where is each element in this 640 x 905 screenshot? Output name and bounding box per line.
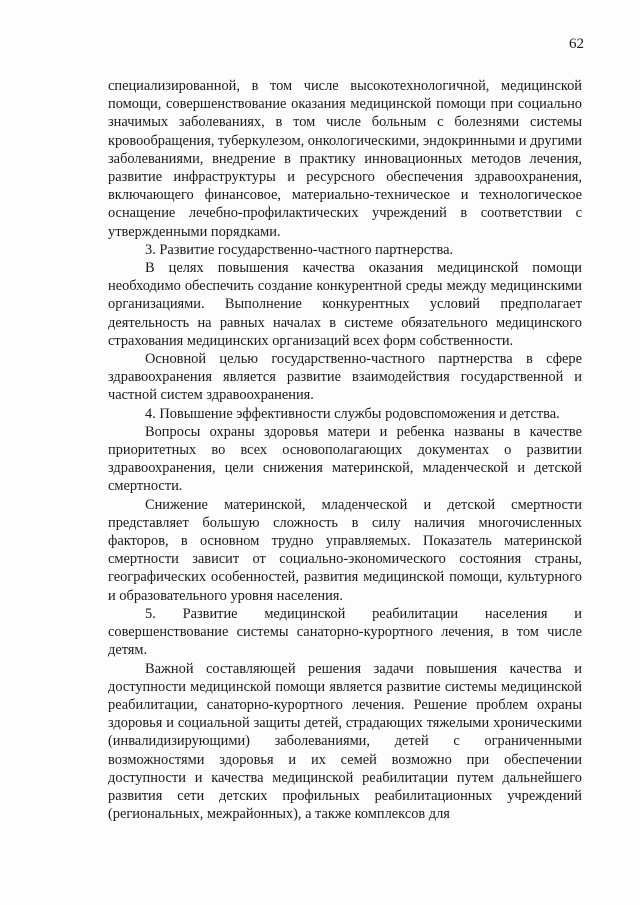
paragraph-4: Основной целью государственно-частного партнерства в сфере здравоохранения является развитие взаимодействия государственной и частной систем здравоохранения. <box>108 351 582 404</box>
paragraph-6: Вопросы охраны здоровья матери и ребенка названы в качестве приоритетных во всех основополагающих документах о развитии здравоохранения, цели снижения материнской, младенческой и детской смертности. <box>108 423 582 495</box>
section-heading-4: 4. Повышение эффективности службы родовспоможения и детства. <box>145 405 560 422</box>
section-heading-3: 3. Развитие государственно-частного партнерства. <box>145 241 454 258</box>
paragraph-3: В целях повышения качества оказания медицинской помощи необходимо обеспечить создание конкурентной среды между медицинскими организациями. Выполнение конкурентных условий предполагает деятельность на равных началах в системе обязательного медицинского страхования медицинских организаций всех форм собственности. <box>108 260 582 349</box>
section-heading-5: 5. Развитие медицинской реабилитации населения и совершенствование системы санаторно-курортного лечения, в том числе детям. <box>108 605 582 659</box>
paragraph-9: Важной составляющей решения задачи повышения качества и доступности медицинской помощи является развитие системы медицинской реабилитации, санаторно-курортного лечения. Решение проблем охраны здоровья и социальной защиты детей, страдающих тяжелыми хроническими (инвалидизирующими) заболеваниями, детей с ограниченными возможностями здоровья и их семей возможно при обеспечении доступности и качества медицинской реабилитации путем дальнейшего развития сети детских профильных реабилитационных учреждений (региональных, межрайонных), а также комплексов для <box>108 660 582 823</box>
page-number: 62 <box>569 36 584 52</box>
paragraph-1: специализированной, в том числе высокотехнологичной, медицинской помощи, совершенствование оказания медицинской помощи при социально значимых заболеваниях, в том числе больным с болезнями системы кровообращения, туберкулезом, онкологическими, эндокринными и другими заболеваниями, внедрение в практику инновационных методов лечения, развитие инфраструктуры и ресурсного обеспечения здравоохранения, включающего финансовое, материально-техническое и технологическое оснащение лечебно-профилактических учреждений в соответствии с утвержденными порядками. <box>108 78 582 240</box>
body-text <box>108 77 582 823</box>
paragraph-7: Снижение материнской, младенческой и детской смертности представляет большую сложность в силу наличия многочисленных факторов, в основном трудно управляемых. Показатель материнской смертности зависит от социально-экономического состояния страны, географических особенностей, развития медицинской помощи, культурного и образовательного уровня населения. <box>108 496 582 604</box>
